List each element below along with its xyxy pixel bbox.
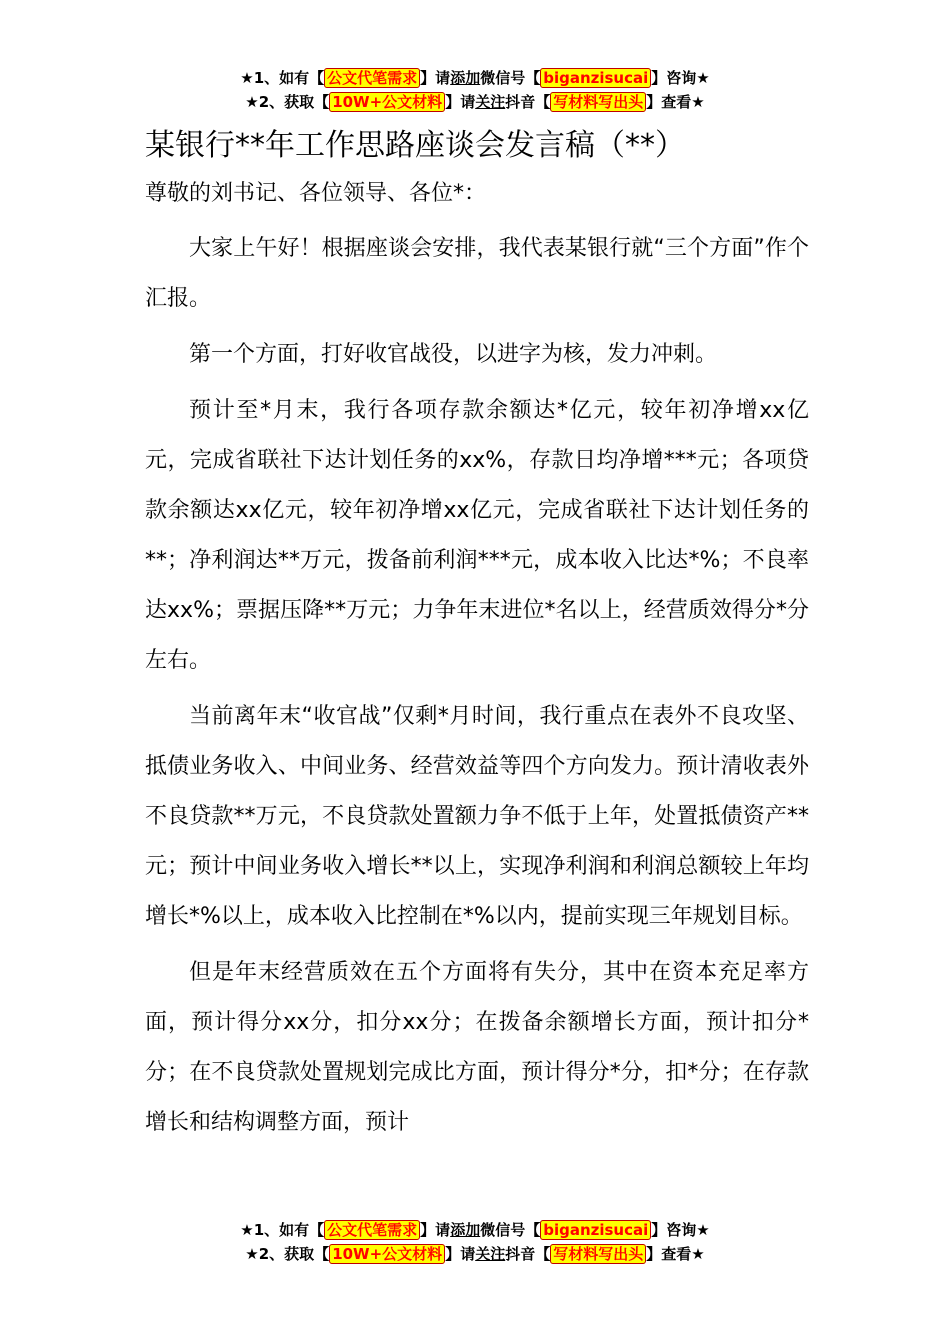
highlight-wechat-id: biganzisucai [540, 1220, 651, 1240]
highlight-douyin-account: 写材料写出头 [550, 92, 646, 112]
promo-line-2: ★2、获取【 10W+公文材料 】请关注抖音【 写材料写出头 】查看★ [245, 93, 705, 111]
footer-promo-banner [0, 1218, 950, 1266]
highlight-douyin-account: 写材料写出头 [550, 1244, 646, 1264]
highlight-service: 公文代笔需求 [324, 1220, 420, 1240]
highlight-materials: 10W+公文材料 [329, 92, 445, 112]
document-title: 某银行**年工作思路座谈会发言稿（**） [145, 128, 685, 163]
salutation: 尊敬的刘书记、各位领导、各位*： [145, 181, 487, 206]
document-body [145, 224, 809, 1154]
highlight-wechat-id: biganzisucai [540, 68, 651, 88]
paragraph: 第一个方面，打好收官战役，以进字为核，发力冲刺。 [189, 342, 718, 367]
highlight-service: 公文代笔需求 [324, 68, 420, 88]
paragraph: 大家上午好！根据座谈会安排，我代表某银行就“三个方面”作个汇报。 [145, 236, 809, 311]
promo-line-1: ★1、如有【 公文代笔需求 】请添加微信号【 biganzisucai 】咨询★ [240, 1221, 710, 1239]
promo-line-2: ★2、获取【 10W+公文材料 】请关注抖音【 写材料写出头 】查看★ [245, 1245, 705, 1263]
paragraph: 当前离年末“收官战”仅剩*月时间，我行重点在表外不良攻坚、抵债业务收入、中间业务、经营效益等四个方向发力。预计清收表外不良贷款**万元，不良贷款处置额力争不低于上年，处置抵债资产**元；预计中间业务收入增长**以上，实现净利润和利润总额较上年均增长*%以上，成本收入比控制在*%以内，提前实现三年规划目标。 [145, 704, 809, 929]
highlight-materials: 10W+公文材料 [329, 1244, 445, 1264]
promo-line-1: ★1、如有【 公文代笔需求 】请添加微信号【 biganzisucai 】咨询★ [240, 69, 710, 87]
paragraph: 预计至*月末，我行各项存款余额达*亿元，较年初净增xx亿元，完成省联社下达计划任务的xx%，存款日均净增***元；各项贷款余额达xx亿元，较年初净增xx亿元，完成省联社下达计划任务的**；净利润达**万元，拨备前利润***元，成本收入比达*%；不良率达xx%；票据压降**万元；力争年末进位*名以上，经营质效得分*分左右。 [145, 398, 809, 673]
paragraph: 但是年末经营质效在五个方面将有失分，其中在资本充足率方面，预计得分xx分，扣分xx分；在拨备余额增长方面，预计扣分*分；在不良贷款处置规划完成比方面，预计得分*分，扣*分；在存款增长和结构调整方面，预计 [145, 960, 809, 1135]
header-promo-banner [0, 66, 950, 114]
